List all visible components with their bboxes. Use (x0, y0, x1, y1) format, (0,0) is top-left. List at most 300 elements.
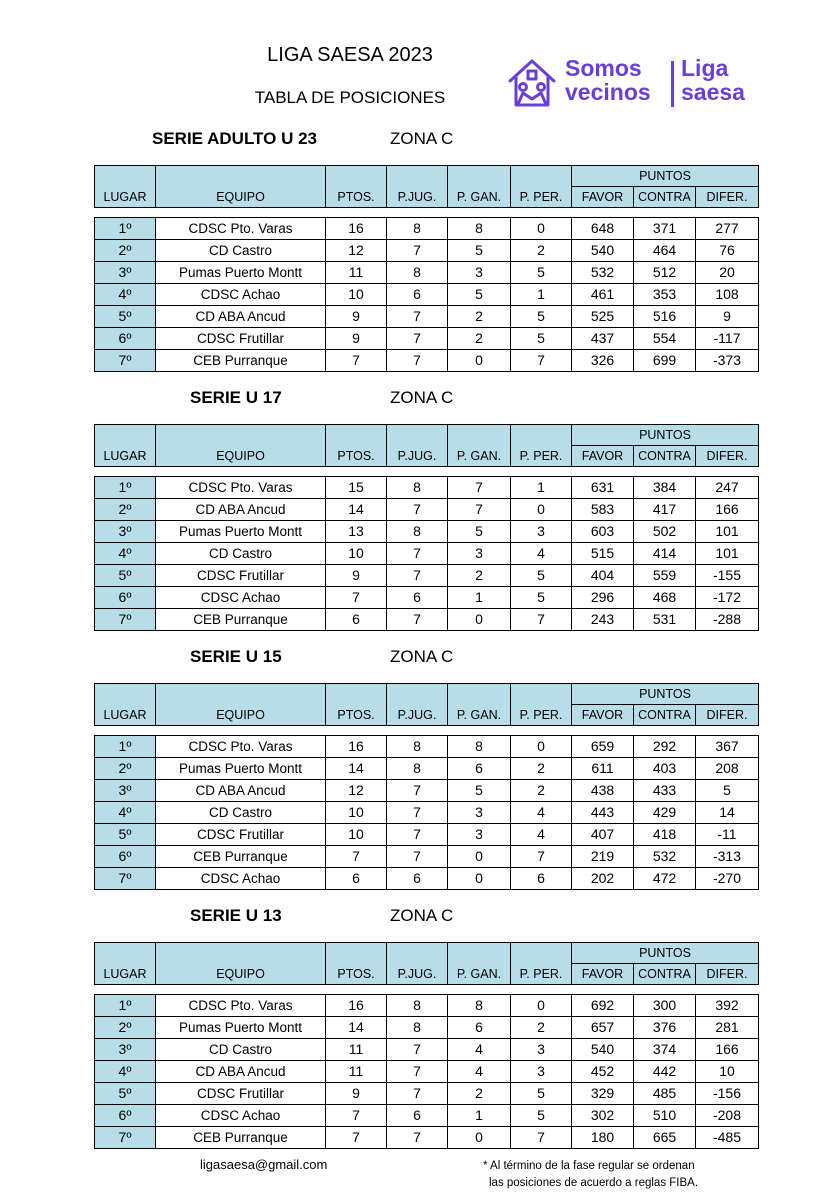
cell-equipo: CDSC Achao (156, 587, 326, 609)
cell-pjug: 6 (387, 1105, 448, 1127)
table-row (95, 609, 759, 631)
header-row (95, 166, 759, 187)
table-row (95, 758, 759, 780)
cell-pjug: 7 (387, 240, 448, 262)
cell-pgan: 4 (448, 1039, 511, 1061)
cell-ptos: 11 (326, 262, 387, 284)
column-header-pjug: P.JUG. (387, 425, 448, 467)
standings-table-u15 (94, 683, 759, 890)
column-header-pper: P. PER. (511, 425, 572, 467)
column-header-favor: FAVOR (572, 187, 634, 208)
column-header-contra: CONTRA (634, 964, 696, 985)
table-row (95, 262, 759, 284)
cell-favor: 583 (572, 499, 634, 521)
column-header-ptos: PTOS. (326, 166, 387, 208)
cell-difer: 5 (696, 780, 759, 802)
column-header-ptos: PTOS. (326, 684, 387, 726)
cell-pgan: 0 (448, 846, 511, 868)
cell-lugar: 1º (95, 995, 156, 1017)
header-row (95, 684, 759, 705)
cell-pper: 7 (511, 609, 572, 631)
cell-pgan: 2 (448, 1083, 511, 1105)
cell-contra: 429 (634, 802, 696, 824)
cell-favor: 437 (572, 328, 634, 350)
column-header-difer: DIFER. (696, 446, 759, 467)
cell-pper: 4 (511, 543, 572, 565)
standings-table-u13 (94, 942, 759, 1149)
column-header-ptos: PTOS. (326, 425, 387, 467)
cell-ptos: 9 (326, 565, 387, 587)
zona-label-u13: ZONA C (390, 906, 454, 925)
cell-pper: 2 (511, 758, 572, 780)
cell-favor: 452 (572, 1061, 634, 1083)
cell-pper: 0 (511, 218, 572, 240)
spacer-row (95, 467, 759, 477)
zona-label-u15: ZONA C (390, 647, 454, 666)
cell-contra: 300 (634, 995, 696, 1017)
cell-pgan: 3 (448, 262, 511, 284)
column-header-lugar: LUGAR (95, 425, 156, 467)
cell-favor: 326 (572, 350, 634, 372)
cell-pgan: 2 (448, 306, 511, 328)
column-header-lugar: LUGAR (95, 166, 156, 208)
cell-favor: 296 (572, 587, 634, 609)
table-row (95, 802, 759, 824)
cell-pper: 3 (511, 1061, 572, 1083)
cell-pgan: 2 (448, 565, 511, 587)
cell-equipo: CDSC Achao (156, 284, 326, 306)
cell-contra: 531 (634, 609, 696, 631)
cell-favor: 443 (572, 802, 634, 824)
cell-ptos: 10 (326, 802, 387, 824)
cell-ptos: 14 (326, 1017, 387, 1039)
cell-contra: 376 (634, 1017, 696, 1039)
cell-equipo: CEB Purranque (156, 846, 326, 868)
cell-pgan: 5 (448, 284, 511, 306)
cell-contra: 485 (634, 1083, 696, 1105)
cell-equipo: CDSC Achao (156, 1105, 326, 1127)
cell-difer: 392 (696, 995, 759, 1017)
fiba-note-line-1: * Al término de la fase regular se ordenan (483, 1160, 695, 1172)
cell-equipo: CEB Purranque (156, 1127, 326, 1149)
cell-pper: 5 (511, 587, 572, 609)
cell-ptos: 7 (326, 1127, 387, 1149)
cell-favor: 611 (572, 758, 634, 780)
cell-pper: 0 (511, 736, 572, 758)
cell-equipo: CDSC Frutillar (156, 565, 326, 587)
cell-favor: 243 (572, 609, 634, 631)
cell-contra: 510 (634, 1105, 696, 1127)
column-header-equipo: EQUIPO (156, 166, 326, 208)
cell-equipo: Pumas Puerto Montt (156, 758, 326, 780)
cell-favor: 657 (572, 1017, 634, 1039)
cell-difer: -156 (696, 1083, 759, 1105)
cell-lugar: 4º (95, 802, 156, 824)
cell-difer: -11 (696, 824, 759, 846)
cell-pper: 6 (511, 868, 572, 890)
cell-pper: 5 (511, 1105, 572, 1127)
table-row (95, 521, 759, 543)
cell-lugar: 4º (95, 543, 156, 565)
cell-contra: 433 (634, 780, 696, 802)
zona-label-u23: ZONA C (390, 129, 454, 148)
column-header-puntos: PUNTOS (572, 425, 759, 446)
cell-contra: 442 (634, 1061, 696, 1083)
column-header-favor: FAVOR (572, 446, 634, 467)
cell-difer: -208 (696, 1105, 759, 1127)
cell-difer: 9 (696, 306, 759, 328)
column-header-pgan: P. GAN. (448, 166, 511, 208)
cell-lugar: 5º (95, 306, 156, 328)
cell-difer: -373 (696, 350, 759, 372)
column-header-pgan: P. GAN. (448, 684, 511, 726)
cell-difer: 166 (696, 499, 759, 521)
cell-contra: 384 (634, 477, 696, 499)
cell-equipo: CDSC Pto. Varas (156, 995, 326, 1017)
contact-email: ligasaesa@gmail.com (200, 1157, 328, 1172)
cell-ptos: 6 (326, 609, 387, 631)
cell-pjug: 6 (387, 868, 448, 890)
serie-heading-u13: SERIE U 13 (190, 906, 282, 925)
cell-difer: 101 (696, 521, 759, 543)
cell-pgan: 7 (448, 499, 511, 521)
cell-contra: 417 (634, 499, 696, 521)
cell-lugar: 2º (95, 758, 156, 780)
cell-pjug: 7 (387, 328, 448, 350)
serie-heading-u17: SERIE U 17 (190, 388, 282, 407)
column-header-contra: CONTRA (634, 187, 696, 208)
cell-contra: 559 (634, 565, 696, 587)
cell-pjug: 8 (387, 1017, 448, 1039)
cell-pper: 2 (511, 240, 572, 262)
cell-pper: 2 (511, 1017, 572, 1039)
cell-contra: 532 (634, 846, 696, 868)
cell-favor: 540 (572, 1039, 634, 1061)
logo-vecinos: vecinos (565, 79, 651, 105)
cell-ptos: 15 (326, 477, 387, 499)
cell-lugar: 6º (95, 846, 156, 868)
cell-pper: 4 (511, 802, 572, 824)
table-row (95, 499, 759, 521)
column-header-equipo: EQUIPO (156, 425, 326, 467)
cell-contra: 418 (634, 824, 696, 846)
cell-contra: 502 (634, 521, 696, 543)
table-row (95, 240, 759, 262)
cell-equipo: CDSC Pto. Varas (156, 736, 326, 758)
table-row (95, 328, 759, 350)
cell-pjug: 7 (387, 802, 448, 824)
cell-equipo: CDSC Achao (156, 868, 326, 890)
serie-heading-u23: SERIE ADULTO U 23 (152, 129, 317, 148)
spacer-row (95, 726, 759, 736)
column-header-pjug: P.JUG. (387, 943, 448, 985)
cell-pjug: 7 (387, 824, 448, 846)
cell-favor: 515 (572, 543, 634, 565)
cell-favor: 202 (572, 868, 634, 890)
column-header-pjug: P.JUG. (387, 166, 448, 208)
cell-equipo: CD Castro (156, 543, 326, 565)
cell-favor: 648 (572, 218, 634, 240)
logo-liga: Liga (681, 55, 729, 81)
table-row (95, 543, 759, 565)
cell-ptos: 10 (326, 284, 387, 306)
cell-ptos: 7 (326, 1105, 387, 1127)
cell-difer: -313 (696, 846, 759, 868)
cell-pgan: 5 (448, 240, 511, 262)
spacer-cell (95, 985, 759, 995)
cell-equipo: Pumas Puerto Montt (156, 521, 326, 543)
cell-ptos: 16 (326, 218, 387, 240)
column-header-favor: FAVOR (572, 705, 634, 726)
cell-ptos: 7 (326, 350, 387, 372)
cell-contra: 403 (634, 758, 696, 780)
cell-difer: -270 (696, 868, 759, 890)
cell-favor: 438 (572, 780, 634, 802)
table-row (95, 477, 759, 499)
cell-contra: 464 (634, 240, 696, 262)
cell-lugar: 4º (95, 1061, 156, 1083)
cell-ptos: 9 (326, 1083, 387, 1105)
document-title: LIGA SAESA 2023 (267, 44, 433, 66)
cell-pjug: 8 (387, 218, 448, 240)
logo-divider (671, 61, 674, 107)
cell-lugar: 3º (95, 262, 156, 284)
cell-ptos: 14 (326, 758, 387, 780)
cell-lugar: 3º (95, 1039, 156, 1061)
cell-pper: 7 (511, 846, 572, 868)
cell-difer: 101 (696, 543, 759, 565)
column-header-contra: CONTRA (634, 705, 696, 726)
cell-pper: 0 (511, 995, 572, 1017)
cell-lugar: 4º (95, 284, 156, 306)
cell-ptos: 14 (326, 499, 387, 521)
cell-lugar: 2º (95, 1017, 156, 1039)
table-row (95, 846, 759, 868)
cell-favor: 540 (572, 240, 634, 262)
cell-pgan: 6 (448, 758, 511, 780)
cell-difer: 166 (696, 1039, 759, 1061)
cell-pper: 7 (511, 1127, 572, 1149)
spacer-cell (95, 208, 759, 218)
logo-saesa: saesa (681, 79, 745, 105)
cell-lugar: 1º (95, 218, 156, 240)
cell-pgan: 2 (448, 328, 511, 350)
cell-pjug: 6 (387, 587, 448, 609)
cell-equipo: CD Castro (156, 240, 326, 262)
column-header-puntos: PUNTOS (572, 684, 759, 705)
cell-equipo: CD ABA Ancud (156, 780, 326, 802)
cell-pjug: 7 (387, 609, 448, 631)
cell-ptos: 11 (326, 1039, 387, 1061)
cell-difer: -485 (696, 1127, 759, 1149)
cell-pjug: 8 (387, 477, 448, 499)
cell-pper: 7 (511, 350, 572, 372)
cell-lugar: 3º (95, 521, 156, 543)
cell-pgan: 8 (448, 218, 511, 240)
cell-difer: 76 (696, 240, 759, 262)
serie-heading-u15: SERIE U 15 (190, 647, 282, 666)
cell-equipo: CDSC Pto. Varas (156, 218, 326, 240)
cell-pgan: 1 (448, 587, 511, 609)
cell-contra: 665 (634, 1127, 696, 1149)
column-header-pper: P. PER. (511, 943, 572, 985)
cell-pjug: 8 (387, 995, 448, 1017)
column-header-lugar: LUGAR (95, 943, 156, 985)
cell-equipo: CD ABA Ancud (156, 499, 326, 521)
column-header-favor: FAVOR (572, 964, 634, 985)
cell-favor: 659 (572, 736, 634, 758)
logo-somos: Somos (565, 55, 642, 81)
cell-favor: 219 (572, 846, 634, 868)
cell-pjug: 7 (387, 306, 448, 328)
cell-ptos: 13 (326, 521, 387, 543)
cell-pjug: 7 (387, 565, 448, 587)
cell-lugar: 6º (95, 328, 156, 350)
cell-pjug: 8 (387, 758, 448, 780)
column-header-difer: DIFER. (696, 187, 759, 208)
fiba-note-line-2: las posiciones de acuerdo a reglas FIBA. (489, 1177, 699, 1189)
column-header-puntos: PUNTOS (572, 943, 759, 964)
cell-favor: 603 (572, 521, 634, 543)
cell-pjug: 7 (387, 1127, 448, 1149)
cell-pjug: 8 (387, 736, 448, 758)
cell-contra: 353 (634, 284, 696, 306)
column-header-difer: DIFER. (696, 705, 759, 726)
cell-pgan: 0 (448, 1127, 511, 1149)
cell-contra: 516 (634, 306, 696, 328)
cell-pjug: 6 (387, 284, 448, 306)
cell-pgan: 6 (448, 1017, 511, 1039)
cell-ptos: 11 (326, 1061, 387, 1083)
spacer-cell (95, 726, 759, 736)
cell-pgan: 0 (448, 868, 511, 890)
cell-pper: 4 (511, 824, 572, 846)
cell-lugar: 3º (95, 780, 156, 802)
cell-pper: 1 (511, 284, 572, 306)
cell-ptos: 16 (326, 736, 387, 758)
cell-pper: 5 (511, 262, 572, 284)
cell-equipo: CEB Purranque (156, 609, 326, 631)
header-row (95, 943, 759, 964)
cell-pjug: 7 (387, 780, 448, 802)
cell-equipo: CD ABA Ancud (156, 1061, 326, 1083)
cell-difer: 247 (696, 477, 759, 499)
cell-equipo: CD ABA Ancud (156, 306, 326, 328)
cell-ptos: 10 (326, 824, 387, 846)
standings-table-u23 (94, 165, 759, 372)
table-row (95, 1083, 759, 1105)
spacer-row (95, 985, 759, 995)
table-row (95, 218, 759, 240)
cell-pper: 2 (511, 780, 572, 802)
cell-equipo: CDSC Frutillar (156, 1083, 326, 1105)
cell-favor: 631 (572, 477, 634, 499)
cell-pper: 5 (511, 565, 572, 587)
table-row (95, 1105, 759, 1127)
cell-difer: -172 (696, 587, 759, 609)
cell-difer: 367 (696, 736, 759, 758)
cell-lugar: 6º (95, 1105, 156, 1127)
cell-difer: 14 (696, 802, 759, 824)
table-row (95, 868, 759, 890)
cell-pper: 1 (511, 477, 572, 499)
cell-equipo: CEB Purranque (156, 350, 326, 372)
cell-ptos: 9 (326, 328, 387, 350)
cell-ptos: 9 (326, 306, 387, 328)
cell-lugar: 6º (95, 587, 156, 609)
cell-ptos: 7 (326, 587, 387, 609)
cell-contra: 371 (634, 218, 696, 240)
cell-favor: 329 (572, 1083, 634, 1105)
table-row (95, 587, 759, 609)
table-row (95, 284, 759, 306)
column-header-equipo: EQUIPO (156, 684, 326, 726)
cell-ptos: 12 (326, 780, 387, 802)
table-row (95, 824, 759, 846)
cell-difer: 208 (696, 758, 759, 780)
cell-favor: 525 (572, 306, 634, 328)
cell-contra: 468 (634, 587, 696, 609)
cell-contra: 472 (634, 868, 696, 890)
column-header-difer: DIFER. (696, 964, 759, 985)
cell-pper: 3 (511, 1039, 572, 1061)
cell-favor: 461 (572, 284, 634, 306)
cell-pjug: 8 (387, 262, 448, 284)
column-header-pgan: P. GAN. (448, 425, 511, 467)
cell-equipo: CD Castro (156, 1039, 326, 1061)
cell-equipo: Pumas Puerto Montt (156, 1017, 326, 1039)
cell-ptos: 12 (326, 240, 387, 262)
cell-pjug: 7 (387, 1039, 448, 1061)
cell-lugar: 1º (95, 736, 156, 758)
cell-contra: 554 (634, 328, 696, 350)
cell-favor: 302 (572, 1105, 634, 1127)
cell-contra: 512 (634, 262, 696, 284)
cell-difer: 20 (696, 262, 759, 284)
column-header-equipo: EQUIPO (156, 943, 326, 985)
header-row (95, 425, 759, 446)
column-header-pjug: P.JUG. (387, 684, 448, 726)
table-row (95, 1017, 759, 1039)
column-header-contra: CONTRA (634, 446, 696, 467)
cell-lugar: 2º (95, 499, 156, 521)
cell-lugar: 5º (95, 824, 156, 846)
table-row (95, 736, 759, 758)
cell-favor: 180 (572, 1127, 634, 1149)
table-row (95, 1061, 759, 1083)
cell-ptos: 10 (326, 543, 387, 565)
table-row (95, 995, 759, 1017)
cell-ptos: 6 (326, 868, 387, 890)
cell-equipo: Pumas Puerto Montt (156, 262, 326, 284)
cell-contra: 374 (634, 1039, 696, 1061)
cell-pgan: 4 (448, 1061, 511, 1083)
cell-pper: 0 (511, 499, 572, 521)
cell-pgan: 3 (448, 543, 511, 565)
cell-pjug: 7 (387, 1083, 448, 1105)
cell-pgan: 3 (448, 802, 511, 824)
cell-contra: 414 (634, 543, 696, 565)
cell-lugar: 7º (95, 868, 156, 890)
cell-pper: 3 (511, 521, 572, 543)
cell-favor: 407 (572, 824, 634, 846)
column-header-puntos: PUNTOS (572, 166, 759, 187)
cell-contra: 292 (634, 736, 696, 758)
cell-pjug: 7 (387, 846, 448, 868)
cell-pgan: 0 (448, 609, 511, 631)
cell-difer: 277 (696, 218, 759, 240)
table-row (95, 1039, 759, 1061)
